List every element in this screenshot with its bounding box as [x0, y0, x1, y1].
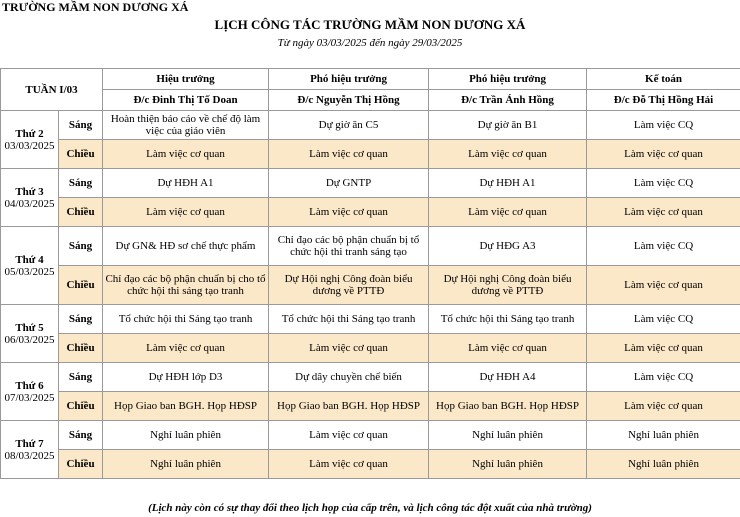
schedule-row — [1, 392, 740, 421]
schedule-cell: Tổ chức hội thi Sáng tạo tranh — [269, 305, 429, 334]
session-label: Chiều — [59, 450, 103, 479]
session-label: Sáng — [59, 305, 103, 334]
schedule-cell: Dự GNTP — [269, 169, 429, 198]
schedule-cell: Làm việc cơ quan — [587, 266, 740, 305]
schedule-cell: Làm việc cơ quan — [587, 392, 740, 421]
schedule-row — [1, 450, 740, 479]
day-date: 08/03/2025 — [4, 449, 55, 462]
session-label: Chiều — [59, 334, 103, 363]
schedule-cell: Làm việc CQ — [587, 227, 740, 266]
day-date: 06/03/2025 — [4, 333, 55, 346]
column-person: Đ/c Đinh Thị Tố Doan — [103, 90, 269, 111]
schedule-cell: Làm việc cơ quan — [269, 198, 429, 227]
day-cell — [1, 363, 59, 421]
schedule-cell: Dự giờ ăn C5 — [269, 111, 429, 140]
page-title: LỊCH CÔNG TÁC TRƯỜNG MẦM NON DƯƠNG XÁ — [214, 17, 526, 32]
day-cell — [1, 305, 59, 363]
day-name: Thứ 2 — [15, 127, 44, 140]
day-date: 04/03/2025 — [4, 197, 55, 210]
schedule-cell: Làm việc cơ quan — [587, 334, 740, 363]
session-label: Sáng — [59, 111, 103, 140]
day-name: Thứ 4 — [15, 253, 44, 266]
schedule-cell: Dự giờ ăn B1 — [429, 111, 587, 140]
day-name: Thứ 3 — [15, 185, 44, 198]
schedule-cell: Làm việc CQ — [587, 363, 740, 392]
session-label: Sáng — [59, 363, 103, 392]
schedule-row — [1, 266, 740, 305]
schedule-cell: Làm việc cơ quan — [269, 140, 429, 169]
column-role: Phó hiệu trưởng — [269, 69, 429, 90]
schedule-cell: Dự HĐH A1 — [429, 169, 587, 198]
day-cell — [1, 111, 59, 169]
schedule-cell: Nghỉ luân phiên — [587, 421, 740, 450]
schedule-cell: Dự Hội nghị Công đoàn biểu dương về PTTĐ — [269, 266, 429, 305]
session-label: Sáng — [59, 421, 103, 450]
schedule-row — [1, 305, 740, 334]
schedule-cell: Nghỉ luân phiên — [103, 421, 269, 450]
schedule-cell: Làm việc cơ quan — [429, 198, 587, 227]
schedule-cell: Làm việc CQ — [587, 305, 740, 334]
schedule-cell: Dự HĐG A3 — [429, 227, 587, 266]
schedule-cell: Làm việc cơ quan — [103, 334, 269, 363]
date-range: Từ ngày 03/03/2025 đến ngày 29/03/2025 — [277, 37, 463, 49]
session-label: Chiều — [59, 140, 103, 169]
schedule-cell: Làm việc cơ quan — [587, 140, 740, 169]
schedule-cell: Họp Giao ban BGH. Họp HĐSP — [103, 392, 269, 421]
day-cell — [1, 169, 59, 227]
schedule-cell: Nghỉ luân phiên — [429, 450, 587, 479]
column-role: Kế toán — [587, 69, 740, 90]
schedule-cell: Họp Giao ban BGH. Họp HĐSP — [269, 392, 429, 421]
day-date: 03/03/2025 — [4, 139, 55, 152]
footnote: (Lịch này còn có sự thay đổi theo lịch họp của cấp trên, và lịch công tác đột xuất của nhà trường) — [148, 502, 592, 514]
schedule-cell: Làm việc CQ — [587, 111, 740, 140]
schedule-cell: Làm việc cơ quan — [103, 140, 269, 169]
day-name: Thứ 6 — [15, 379, 44, 392]
column-role: Phó hiệu trưởng — [429, 69, 587, 90]
column-person: Đ/c Nguyễn Thị Hồng — [269, 90, 429, 111]
schedule-row — [1, 198, 740, 227]
day-cell — [1, 421, 59, 479]
column-person: Đ/c Đỗ Thị Hồng Hải — [587, 90, 740, 111]
schedule-cell: Làm việc cơ quan — [269, 334, 429, 363]
schedule-cell: Làm việc cơ quan — [269, 421, 429, 450]
schedule-row — [1, 334, 740, 363]
schedule-cell: Dự dây chuyền chế biến — [269, 363, 429, 392]
schedule-cell: Làm việc cơ quan — [429, 140, 587, 169]
session-label: Chiều — [59, 266, 103, 305]
schedule-row — [1, 111, 740, 140]
schedule-cell: Dự GN& HĐ sơ chế thực phẩm — [103, 227, 269, 266]
schedule-row — [1, 227, 740, 266]
column-person: Đ/c Trần Ánh Hồng — [429, 90, 587, 111]
column-role: Hiệu trưởng — [103, 69, 269, 90]
schedule-cell: Tổ chức hội thi Sáng tạo tranh — [429, 305, 587, 334]
day-date: 07/03/2025 — [4, 391, 55, 404]
schedule-row — [1, 363, 740, 392]
schedule-cell: Làm việc cơ quan — [587, 198, 740, 227]
day-cell — [1, 227, 59, 305]
session-label: Sáng — [59, 169, 103, 198]
schedule-cell: Hoàn thiện báo cáo về chế độ làm việc của giáo viên — [103, 111, 269, 140]
day-name: Thứ 5 — [15, 321, 44, 334]
schedule-cell: Làm việc cơ quan — [269, 450, 429, 479]
schedule-cell: Nghỉ luân phiên — [587, 450, 740, 479]
schedule-table — [0, 68, 740, 479]
schedule-cell: Nghỉ luân phiên — [103, 450, 269, 479]
schedule-cell: Dự HĐH lớp D3 — [103, 363, 269, 392]
session-label: Sáng — [59, 227, 103, 266]
schedule-cell: Làm việc cơ quan — [103, 198, 269, 227]
day-date: 05/03/2025 — [4, 265, 55, 278]
schedule-cell: Dự HĐH A1 — [103, 169, 269, 198]
week-label: TUẦN I/03 — [1, 69, 103, 111]
session-label: Chiều — [59, 392, 103, 421]
schedule-cell: Nghỉ luân phiên — [429, 421, 587, 450]
schedule-cell: Họp Giao ban BGH. Họp HĐSP — [429, 392, 587, 421]
schedule-row — [1, 421, 740, 450]
session-label: Chiều — [59, 198, 103, 227]
schedule-cell: Làm việc cơ quan — [429, 334, 587, 363]
school-name: TRƯỜNG MẦM NON DƯƠNG XÁ — [2, 0, 189, 14]
schedule-row — [1, 169, 740, 198]
schedule-row — [1, 140, 740, 169]
schedule-cell: Dự Hội nghị Công đoàn biểu dương về PTTĐ — [429, 266, 587, 305]
schedule-cell: Dự HĐH A4 — [429, 363, 587, 392]
schedule-cell: Chỉ đạo các bộ phận chuẩn bị cho tổ chức hội thi sáng tạo tranh — [103, 266, 269, 305]
schedule-cell: Tổ chức hội thi Sáng tạo tranh — [103, 305, 269, 334]
schedule-cell: Chỉ đạo các bộ phận chuẩn bị tổ chức hội thi tranh sáng tạo — [269, 227, 429, 266]
schedule-cell: Làm việc CQ — [587, 169, 740, 198]
day-name: Thứ 7 — [15, 437, 44, 450]
